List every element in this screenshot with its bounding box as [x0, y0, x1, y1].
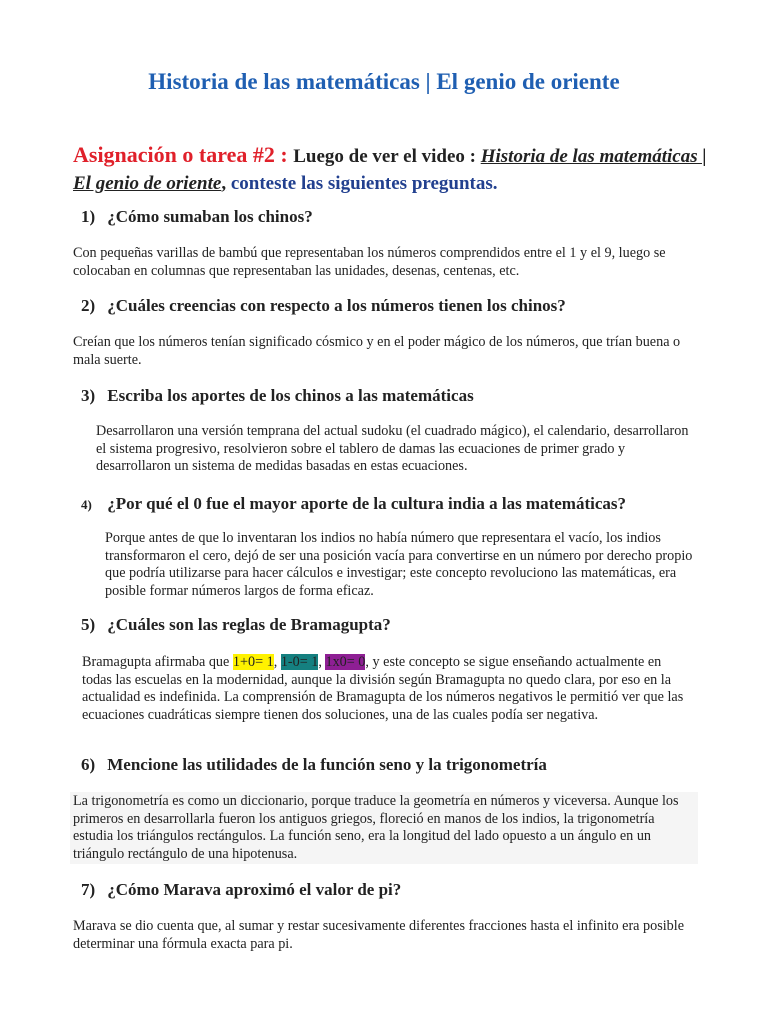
answer-5-suffix: , y este concepto se sigue enseñando actualmente en todas las escuelas en la modernidad, aunque la división según Bramagupta no quedo clara, por eso en la actualidad es indefinida. La comprensión de Bramagupta de los números negativos le permitió ver que las ecuaciones cuadráticas siempre tienen dos soluciones, una de las cuales podía ser negativa.	[82, 654, 684, 723]
question-number: 4)	[81, 497, 92, 512]
question-2	[81, 296, 566, 316]
question-1	[81, 207, 313, 227]
question-7	[81, 880, 401, 900]
answer-6: La trigonometría es como un diccionario, porque traduce la geometría en números y viceversa. Aunque los primeros en desarrollarla fueron los antiguos griegos, floreció en manos de los indios, la trigonometría estudia los triángulos rectángulos. La función seno, era la longitud del lado opuesto a un ángulo en un triángulo rectángulo de una hipotenusa.	[73, 793, 679, 862]
assignment-instruction: conteste las siguientes preguntas.	[226, 173, 498, 194]
answer-3: Desarrollaron una versión temprana del actual sudoku (el cuadrado mágico), el calendario, desarrollaron el sistema progresivo, resolvieron sobre el tablero de damas las ecuaciones de primer grado y desarrollaron un sistema de medidas basadas en estas ecuaciones.	[96, 423, 689, 474]
rule-multiplication: 1x0= 0	[325, 654, 366, 670]
answer-1: Con pequeñas varillas de bambú que representaban los números comprendidos entre el 1 y el 9, luego se colocaban en columnas que representaban las unidades, desenas, centenas, etc.	[73, 245, 666, 279]
answer-4: Porque antes de que lo inventaran los indios no había número que representara el vacío, los indios transformaron el cero, dejó de ser una posición vacía para convertirse en un número por derecho propio que podría utilizarse para hacer cálculos e investigar; este concepto revoluciono las matemáticas, era posible formar números largos de forma eficaz.	[105, 530, 693, 599]
question-number: 1)	[81, 207, 96, 226]
answer-2: Creían que los números tenían significado cósmico y en el poder mágico de los números, que trían buena o mala suerte.	[73, 334, 681, 368]
rule-separator: ,	[318, 654, 326, 670]
question-number: 3)	[81, 386, 96, 405]
answer-5-prefix: Bramagupta afirmaba que	[82, 654, 233, 670]
assignment-comma: ,	[221, 173, 227, 194]
question-3	[81, 386, 474, 406]
question-text: ¿Cuáles son las reglas de Bramagupta?	[107, 615, 391, 634]
assignment-label: Asignación o tarea #2	[73, 142, 275, 167]
assignment-heading	[73, 141, 713, 197]
question-number: 7)	[81, 880, 96, 899]
question-text: ¿Cómo Marava aproximó el valor de pi?	[107, 880, 402, 899]
question-text: ¿Cómo sumaban los chinos?	[107, 207, 313, 226]
assignment-prefix: Luego de ver el video :	[293, 146, 481, 167]
assignment-colon: :	[274, 142, 294, 167]
video-title: Historia de las matemáticas | El genio de oriente	[73, 146, 707, 194]
answer-5	[82, 654, 694, 724]
question-text: Escriba los aportes de los chinos a las matemáticas	[107, 386, 474, 405]
question-5	[81, 615, 391, 635]
answer-7: Marava se dio cuenta que, al sumar y restar sucesivamente diferentes fracciones hasta el infinito era posible determinar una fórmula exacta para pi.	[73, 918, 684, 952]
rule-separator: ,	[273, 654, 281, 670]
document-title: Historia de las matemáticas | El genio de oriente	[148, 69, 620, 94]
question-number: 6)	[81, 755, 96, 774]
question-text: Mencione las utilidades de la función seno y la trigonometría	[107, 755, 547, 774]
rule-sum: 1+0= 1	[232, 654, 274, 670]
question-number: 2)	[81, 296, 96, 315]
question-number: 5)	[81, 615, 96, 634]
rule-subtraction: 1-0= 1	[280, 654, 319, 670]
question-6	[81, 755, 547, 775]
question-text: ¿Por qué el 0 fue el mayor aporte de la cultura india a las matemáticas?	[107, 494, 627, 513]
question-4	[81, 494, 626, 514]
question-text: ¿Cuáles creencias con respecto a los números tienen los chinos?	[107, 296, 566, 315]
